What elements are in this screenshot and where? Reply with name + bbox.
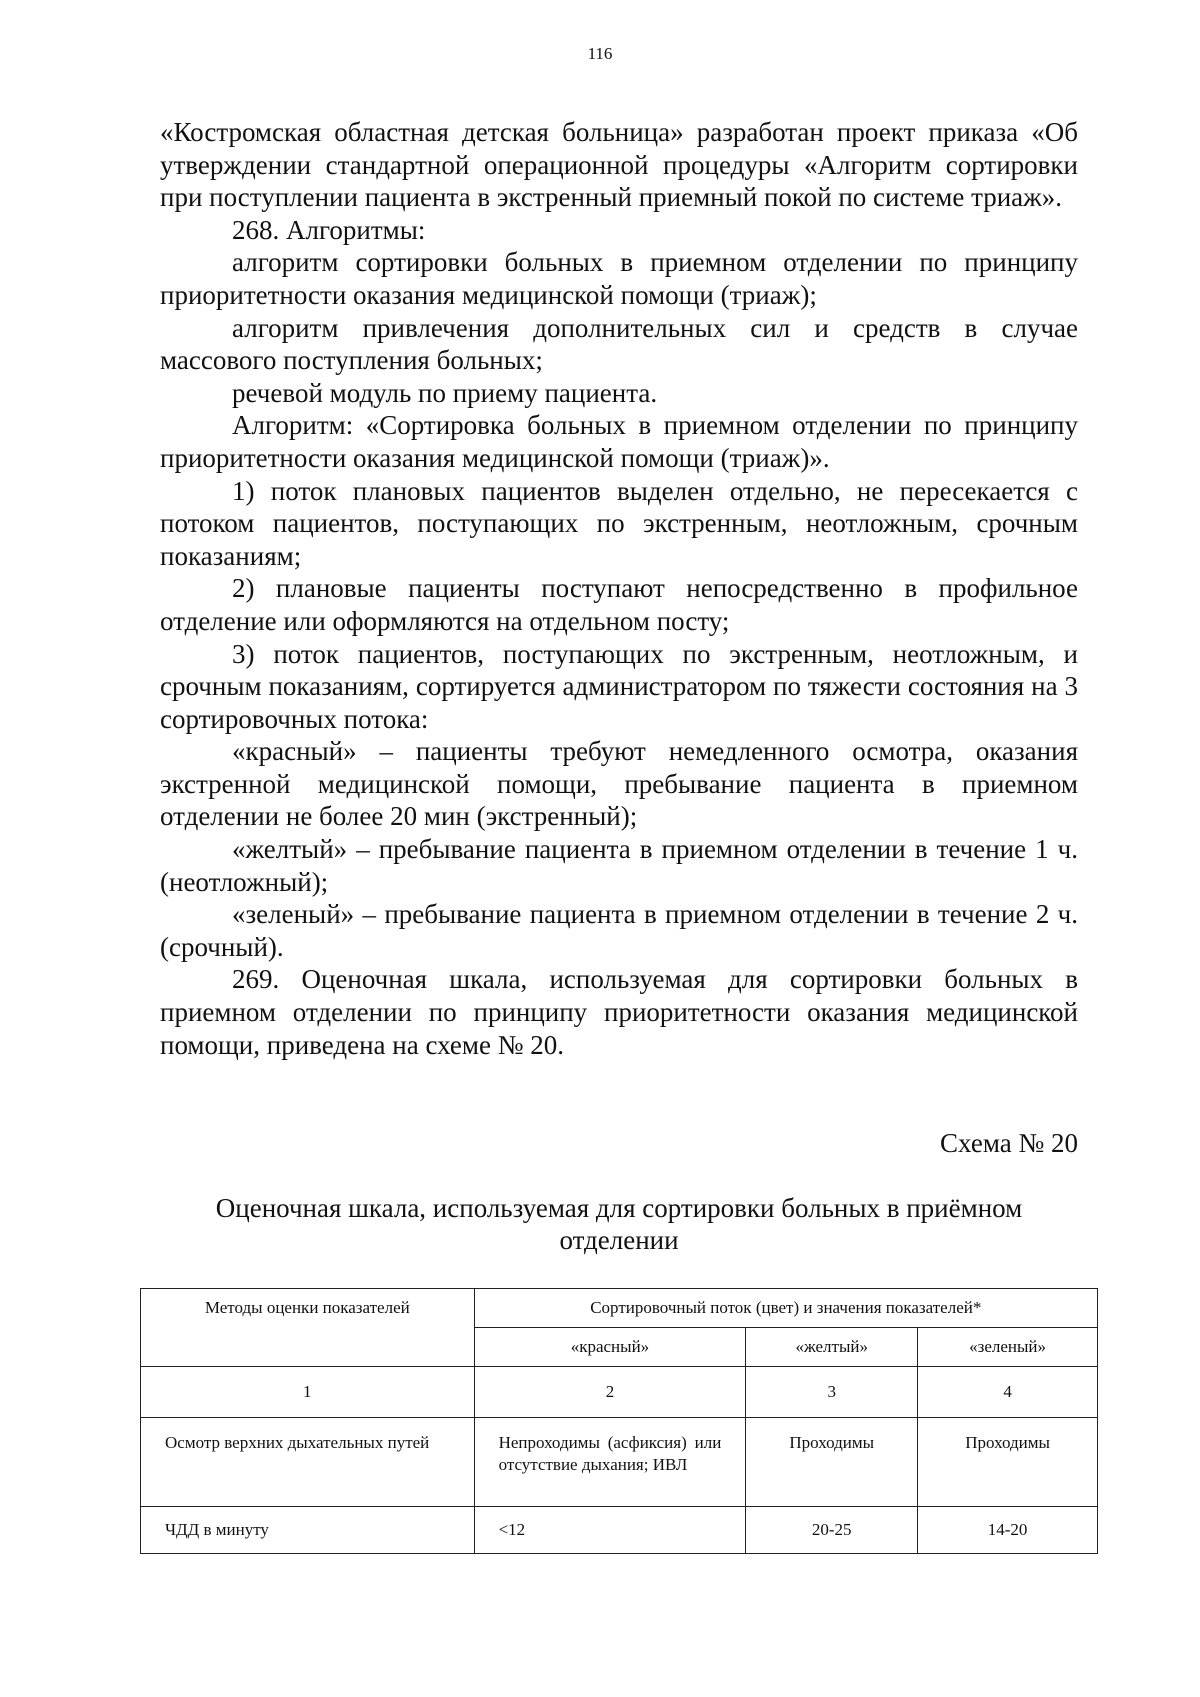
method-cell: ЧДД в минуту: [141, 1507, 475, 1554]
paragraph: «зеленый» – пребывание пациента в приемном отделении в течение 2 ч. (срочный).: [160, 899, 1078, 962]
column-number: 2: [474, 1367, 746, 1418]
schema-title: Оценочная шкала, используемая для сортировки больных в приёмном отделении: [215, 1193, 1023, 1255]
green-value-cell: Проходимы: [918, 1418, 1098, 1507]
method-cell: Осмотр верхних дыхательных путей: [141, 1418, 475, 1507]
header-methods: Методы оценки показателей: [141, 1289, 475, 1367]
paragraph: 3) поток пациентов, поступающих по экстренным, неотложным, и срочным показаниям, сортируется администратором по тяжести состояния на 3 сортировочных потока:: [160, 638, 1078, 734]
paragraph: алгоритм сортировки больных в приемном отделении по принципу приоритетности оказания медицинской помощи (триаж);: [160, 247, 1078, 310]
paragraph: алгоритм привлечения дополнительных сил и средств в случае массового поступления больных;: [160, 312, 1078, 376]
paragraph: 268. Алгоритмы:: [232, 214, 426, 245]
paragraph: «красный» – пациенты требуют немедленного осмотра, оказания экстренной медицинской помощи, пребывание пациента в приемном отделении не более 20 мин (экстренный);: [160, 736, 1078, 832]
paragraph: 2) плановые пациенты поступают непосредственно в профильное отделение или оформляются на отдельном посту;: [160, 573, 1078, 636]
table-header-row: [141, 1289, 1098, 1328]
yellow-value-cell: 20-25: [746, 1507, 918, 1554]
paragraph: Алгоритм: «Сортировка больных в приемном отделении по принципу приоритетности оказания медицинской помощи (триаж)».: [160, 410, 1078, 473]
table-row: [141, 1507, 1098, 1554]
header-flow-green: «зеленый»: [918, 1328, 1098, 1367]
red-value-cell: Непроходимы (асфиксия) или отсутствие дыхания; ИВЛ: [474, 1418, 746, 1507]
paragraph: речевой модуль по приему пациента.: [232, 377, 658, 408]
green-value-cell: 14-20: [918, 1507, 1098, 1554]
column-number: 3: [746, 1367, 918, 1418]
header-flow-yellow: «желтый»: [746, 1328, 918, 1367]
paragraph: «Костромская областная детская больница» разработан проект приказа «Об утверждении стандартной операционной процедуры «Алгоритм сортировки при поступлении пациента в экстренный приемный покой по системе триаж».: [160, 117, 1078, 213]
body-text: [160, 116, 1078, 1061]
yellow-value-cell: Проходимы: [746, 1418, 918, 1507]
header-flow: Сортировочный поток (цвет) и значения показателей*: [474, 1289, 1097, 1328]
column-number-row: [141, 1367, 1098, 1418]
column-number: 1: [141, 1367, 475, 1418]
column-number: 4: [918, 1367, 1098, 1418]
paragraph: «желтый» – пребывание пациента в приемном отделении в течение 1 ч. (неотложный);: [160, 834, 1078, 897]
schema-label: Схема № 20: [940, 1128, 1078, 1158]
header-flow-red: «красный»: [474, 1328, 746, 1367]
triage-scale-table: [140, 1288, 1098, 1554]
paragraph: 1) поток плановых пациентов выделен отдельно, не пересекается с потоком пациентов, поступающих по экстренным, неотложным, срочным показаниям;: [160, 475, 1078, 571]
red-value-cell: <12: [474, 1507, 746, 1554]
table-row: [141, 1418, 1098, 1507]
page-number: 116: [587, 44, 613, 63]
paragraph: 269. Оценочная шкала, используемая для сортировки больных в приемном отделении по принципу приоритетности оказания медицинской помощи, приведена на схеме № 20.: [160, 964, 1078, 1060]
